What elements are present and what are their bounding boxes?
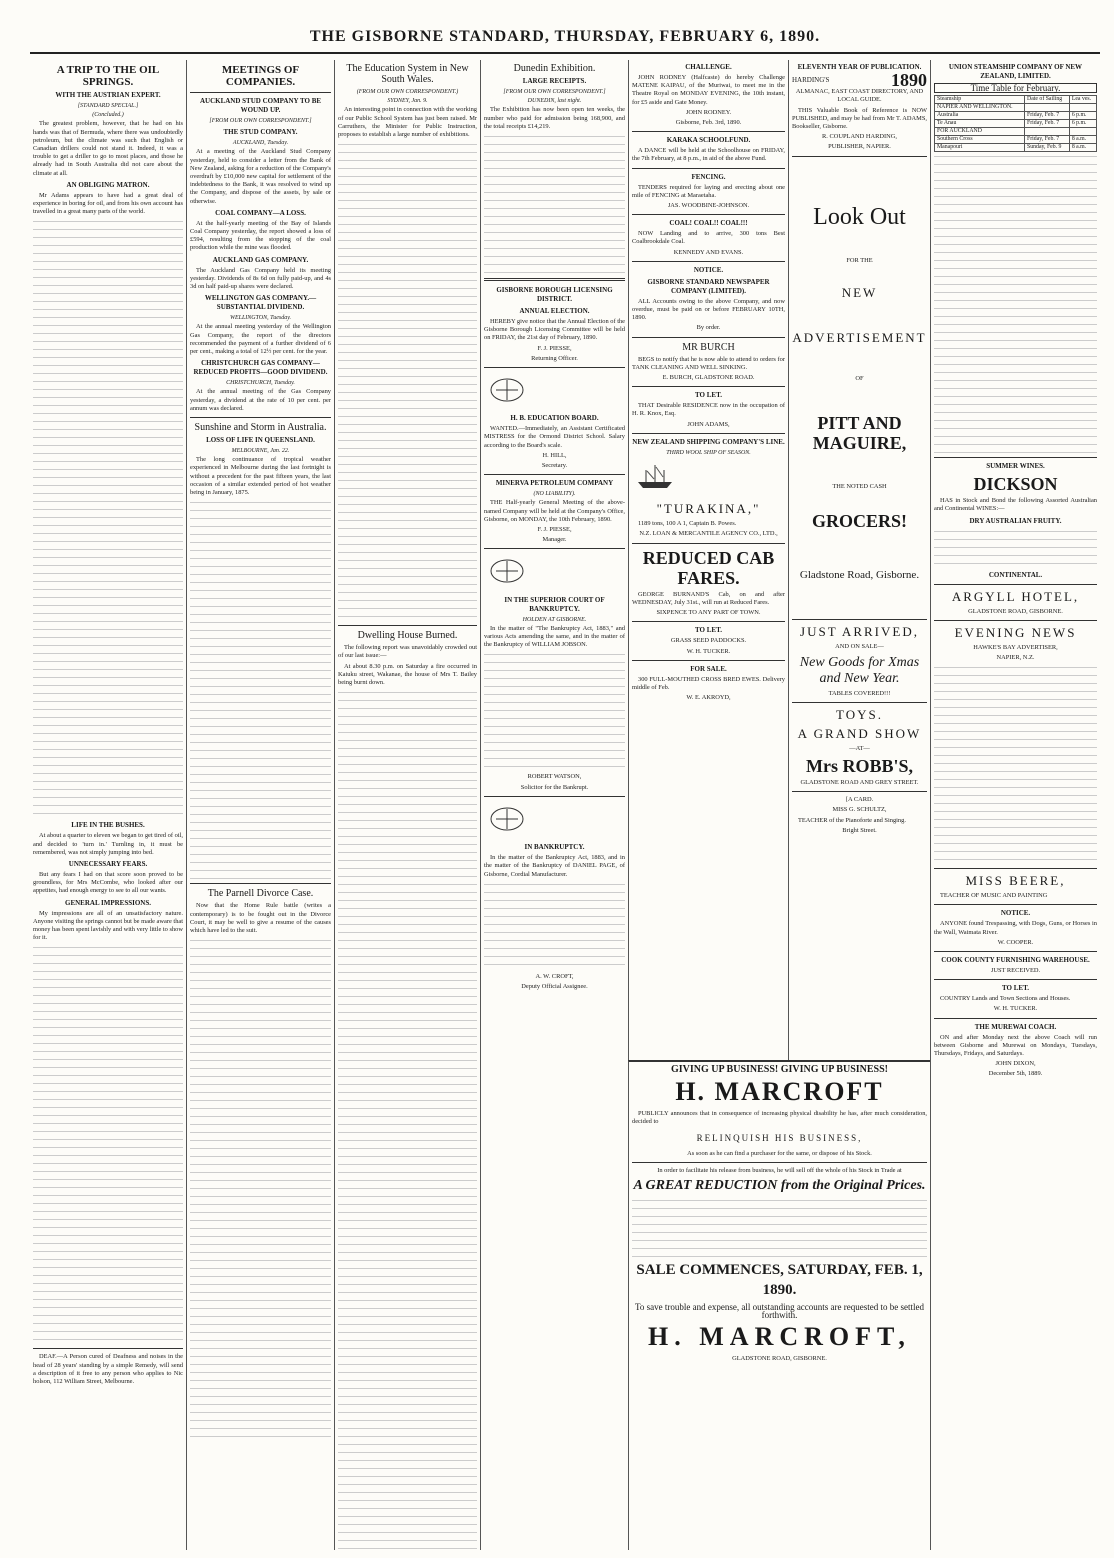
timetable-cell: Lea ves. — [1069, 96, 1096, 104]
ad-headline: A GREAT REDUCTION from the Original Prices. — [633, 1178, 926, 1194]
divider — [190, 417, 331, 418]
divider — [934, 1018, 1097, 1019]
body-text — [484, 881, 625, 971]
body-text — [190, 499, 331, 879]
ship-icon — [632, 462, 678, 490]
divider — [33, 1348, 183, 1349]
article-title: The Parnell Divorce Case. — [207, 888, 314, 900]
signature: N.Z. LOAN & MERCANTILE AGENCY CO., LTD., — [639, 530, 778, 538]
signature: PUBLISHER, NAPIER. — [828, 143, 891, 151]
masthead — [30, 10, 1100, 54]
column-ads-b — [788, 60, 930, 1060]
ad-text: Bright Street. — [842, 826, 877, 834]
section-heading: UNNECESSARY FEARS. — [68, 860, 148, 869]
article-title: Dwelling House Burned. — [357, 630, 458, 642]
divider — [632, 543, 785, 544]
notice-heading: NOTICE. — [693, 265, 724, 274]
body-text — [190, 937, 331, 1437]
notice-text: ALL Accounts owing to the above Company, and now overdue, must be paid on or before FEBRUARY 10TH, 1890. — [632, 297, 785, 322]
divider — [632, 337, 785, 338]
notice-heading: CHALLENGE. — [685, 63, 732, 71]
paragraph: My impressions are all of an unsatisfactory nature. Anyone visiting the springs cannot but be made aware that money has been spent lavishly and with very little to show for it. — [33, 909, 183, 942]
divider — [934, 979, 1097, 980]
ad-text: GLADSTONE ROAD, GISBORNE. — [732, 1355, 827, 1363]
ad-headline: NEW — [841, 284, 878, 300]
section-heading: AUCKLAND STUD COMPANY TO BE WOUND UP. — [199, 97, 322, 114]
paragraph: Now that the Home Rule battle (writes a contemporary) is to be fought out in the Divorce Court, it may be well to give a resume of the causes which have led to the suit. — [190, 902, 331, 934]
notice-text: NOW Landing and to arrive, 300 tons Best Coalbrookdale Coal. — [632, 230, 785, 246]
crest-icon — [484, 557, 530, 585]
notice-text: 300 FULL-MOUTHED CROSS BRED EWES. Delivery middle of Feb. — [632, 675, 785, 691]
timetable-cell: Sunday, Feb. 9 — [1025, 144, 1070, 152]
ad-text: [A CARD. — [845, 796, 874, 804]
article-title: MEETINGS OF COMPANIES. — [221, 64, 300, 88]
timetable-row — [935, 104, 1097, 112]
ad-headline: H. MARCROFT — [675, 1077, 884, 1107]
ad-headline: GIVING UP BUSINESS! GIVING UP BUSINESS! — [670, 1064, 888, 1075]
ad-headline: Mrs ROBB'S, — [805, 756, 913, 777]
notice-text: TEACHER of the Pianoforte and Singing. — [798, 816, 906, 824]
divider — [190, 883, 331, 884]
tag: [FROM OUR OWN CORRESPONDENT.] — [503, 89, 606, 95]
divider — [934, 951, 1097, 952]
notice-heading: IN BANKRUPTCY. — [524, 843, 585, 852]
tag: (NO LIABILITY). — [533, 491, 576, 498]
timetable-row — [935, 120, 1097, 128]
divider — [934, 584, 1097, 585]
article-title: A TRIP TO THE OIL SPRINGS. — [56, 64, 160, 88]
article-title: The Education System in New South Wales. — [346, 63, 469, 85]
ad-label: ALMANAC, EAST COAST DIRECTORY, AND LOCAL GUIDE. — [795, 88, 924, 104]
signature: KENNEDY AND EVANS. — [673, 248, 744, 256]
notice-text: COUNTRY Lands and Town Sections and Houses. — [940, 995, 1071, 1003]
dateline: AUCKLAND, Tuesday. — [232, 140, 289, 147]
ad-text: JUST RECEIVED. — [990, 967, 1041, 975]
paragraph: The Auckland Gas Company held its meeting yesterday. Dividends of 8s 6d on fully paid-up, and 4s 3d on half paid-up shares were declared. — [190, 266, 331, 291]
divider — [190, 92, 331, 93]
signature: A. W. CROFT, — [535, 972, 574, 980]
notice-heading: CONTINENTAL. — [988, 570, 1043, 579]
ad-headline: TOYS. — [836, 706, 883, 722]
notice-heading: TO LET. — [695, 391, 722, 400]
paragraph: Mr Adams appears to have had a great deal of experience in boring for oil, and from his own account has travelled in a great many parts of the world. — [33, 191, 183, 216]
timetable-row — [935, 144, 1097, 152]
tag: [FROM OUR OWN CORRESPONDENT.] — [209, 118, 312, 124]
timetable-cell: Steamship — [935, 96, 1025, 104]
notice-heading: TO LET. — [695, 626, 722, 635]
notice-heading: IN THE SUPERIOR COURT OF BANKRUPTCY. — [504, 595, 605, 613]
notice-heading: FENCING. — [691, 172, 726, 181]
notice-text: In the matter of "The Bankruptcy Act, 1883," and various Acts amending the same, and in the matter of the Bankruptcy of WILLIAM JOBSON. — [484, 624, 625, 649]
ad-headline: GROCERS! — [811, 511, 907, 532]
ad-text: TABLES COVERED!!! — [828, 689, 891, 697]
section-heading: GENERAL IMPRESSIONS. — [65, 898, 151, 907]
dateline: SYDNEY, Jan. 9. — [387, 98, 428, 105]
section-heading: WELLINGTON GAS COMPANY.—SUBSTANTIAL DIVIDEND. — [204, 294, 317, 312]
ad-headline: H. MARCROFT, — [648, 1322, 911, 1352]
dateline: DUNEDIN, last night. — [527, 98, 582, 105]
notice-text: A DANCE will be held at the Schoolhouse on FRIDAY, the 7th February, at 8 p.m., in aid of the above Fund. — [632, 147, 785, 163]
notice-heading: NEW ZEALAND SHIPPING COMPANY'S LINE. — [632, 437, 785, 446]
paragraph: The long continuance of tropical weather experienced in Melbourne during the last fortnight is without a precedent for the past fifteen years, the last occasion of a similar extended period of hot weather being in January, 1875. — [190, 456, 331, 497]
dateline: WELLINGTON, Tuesday. — [229, 315, 292, 322]
body-text — [33, 218, 183, 818]
column-oil-springs — [30, 60, 186, 1550]
ad-headline: MISS BEERE, — [965, 873, 1066, 889]
timetable-row — [935, 136, 1097, 144]
ad-text: In order to facilitate his release from business, he will sell off the whole of his Stock in Trade at — [657, 1166, 902, 1174]
ad-headline: RELINQUISH HIS BUSINESS, — [696, 1132, 863, 1143]
notice-heading: SUMMER WINES. — [986, 462, 1045, 471]
paragraph: At about 8.30 p.m. on Saturday a fire occurred in Kaiuku street, Wakanae, the house of Mrs T. Bailey being burnt down. — [338, 662, 477, 687]
paragraph: But any fears I had on that score soon proved to be groundless, for Mrs McCombe, who looked after our appetites, had enough energy to see to all our wants. — [33, 871, 183, 895]
tag: THIRD WOOL SHIP OF SEASON. — [666, 449, 751, 456]
ad-text: OF — [855, 374, 864, 382]
signature: JOHN RODNEY. — [685, 108, 732, 116]
timetable-cell — [1069, 128, 1096, 136]
ad-text: HAWKE'S BAY ADVERTISER, — [973, 643, 1058, 651]
ad-text: As soon as he can find a purchaser for the same, or dispose of his Stock. — [687, 1149, 872, 1157]
article-title: Sunshine and Storm in Australia. — [194, 422, 327, 434]
timetable — [934, 95, 1097, 152]
notice-text: ON and after Monday next the above Coach will run between Gisborne and Murewai on Mondays, Tuesdays, Thursdays, Fridays, and Saturdays. — [934, 1033, 1097, 1058]
paragraph: The Exhibition has now been open ten weeks, the number who paid for admission being 168,900, and the total receipts £14,219. — [484, 106, 625, 130]
timetable-cell: Friday, Feb. 7 — [1025, 112, 1070, 120]
ad-headline: EVENING NEWS — [954, 624, 1077, 640]
notice-text: TEACHER OF MUSIC AND PAINTING — [940, 892, 1048, 900]
signature: ROBERT WATSON, — [527, 773, 582, 781]
notice-text: HEREBY give notice that the Annual Election of the Gisborne Borough Licensing Committee will be held on FRIDAY, the 21st day of February, 1890. — [484, 318, 625, 342]
signature: W. H. TUCKER. — [993, 1005, 1038, 1013]
divider — [484, 278, 625, 281]
ad-headline: ARGYLL HOTEL, — [951, 588, 1080, 604]
notice-heading: THE MUREWAI COACH. — [974, 1022, 1057, 1031]
ad-headline: SALE COMMENCES, SATURDAY, FEB. 1, 1890. — [636, 1262, 923, 1299]
signature: W. E. AKROYD, — [686, 694, 731, 702]
notice-heading: MINERVA PETROLEUM COMPANY — [495, 479, 614, 488]
notice-text: THE Half-yearly General Meeting of the above-named Company will be held at the Company's Office, Gisborne, on MONDAY, the 10th February, 1890. — [484, 499, 625, 523]
notice-heading: NOTICE. — [1000, 909, 1031, 918]
section-heading: THE STUD COMPANY. — [223, 128, 298, 137]
body-text — [33, 944, 183, 1344]
body-text — [934, 153, 1097, 453]
ad-headline: JUST ARRIVED, — [800, 624, 919, 640]
marcroft-ad — [628, 1060, 930, 1550]
notice-heading: DRY AUSTRALIAN FRUITY. — [969, 516, 1062, 525]
paragraph: The greatest problem, however, that he had on his hands was that of Bermuda, where there was undoubtedly petroleum, but the climate was such that English or Canadian drillers could not stand it. Indeed, it was a trouble to get a driller to go to most places, and those he already had in South Australia did not care about the climate at all. — [33, 120, 183, 177]
signature: JOHN DIXON, — [995, 1060, 1036, 1068]
signature: JOHN ADAMS, — [687, 420, 730, 428]
body-text — [632, 1197, 927, 1257]
dateline: December 5th, 1889. — [988, 1070, 1043, 1078]
paragraph: At the half-yearly meeting of the Bay of Islands Coal Company yesterday, the report showed a loss of £594, resulting from the stopping of the coal production while the mine was flooded. — [190, 219, 331, 252]
divider — [792, 702, 927, 703]
signature: Secretary. — [541, 462, 568, 470]
signature: R. COUPLAND HARDING, — [822, 133, 897, 141]
notice-heading: COAL! COAL!! COAL!!! — [669, 219, 748, 228]
timetable-cell: Te Anau — [935, 120, 1025, 128]
body-text — [338, 141, 477, 621]
ad-text: GLADSTONE ROAD AND GREY STREET. — [800, 779, 919, 787]
divider — [934, 620, 1097, 621]
signature: Deputy Official Assignee. — [521, 982, 588, 990]
notice-heading: H. B. EDUCATION BOARD. — [510, 414, 599, 423]
dateline: CHRISTCHURCH, Tuesday. — [226, 380, 295, 387]
timetable-cell — [1069, 104, 1096, 112]
notice-heading: FOR SALE. — [690, 664, 727, 673]
ad-text: NAPIER, N.Z. — [996, 654, 1035, 662]
signature: Solicitor for the Bankrupt. — [520, 783, 589, 791]
section-heading: LARGE RECEIPTS. — [522, 77, 587, 85]
ad-text: MISS G. SCHULTZ, — [832, 806, 887, 814]
signature: E. BURCH, GLADSTONE ROAD. — [662, 374, 755, 382]
divider — [484, 548, 625, 549]
timetable-cell: 8 a.m. — [1069, 144, 1096, 152]
ad-text: THE NOTED CASH — [832, 483, 887, 491]
divider — [338, 625, 477, 626]
dateline: MELBOURNE, Jan. 22. — [231, 448, 290, 455]
timetable-cell: 8 a.m. — [1069, 136, 1096, 144]
timetable-cell: Southern Cross — [935, 136, 1025, 144]
divider — [632, 386, 785, 387]
notice-text: THAT Desirable RESIDENCE now in the occupation of H. R. Knox, Esq. — [632, 402, 785, 418]
divider — [632, 214, 785, 215]
ad-text: Gladstone Road, Gisborne. — [799, 569, 920, 582]
signature: Returning Officer. — [531, 354, 578, 362]
ad-headline: Time Table for February. — [934, 83, 1097, 93]
ad-headline: Look Out — [813, 203, 906, 230]
ad-text: —AT— — [849, 744, 870, 752]
body-text — [484, 651, 625, 771]
timetable-cell — [1025, 128, 1070, 136]
dateline: Gisborne, Feb. 3rd, 1890. — [675, 119, 742, 127]
section-heading: LOSS OF LIFE IN QUEENSLAND. — [206, 436, 315, 445]
paragraph: The following report was unavoidably crowded out of our last issue:— — [338, 644, 477, 660]
newspaper-title: THE GISBORNE STANDARD, THURSDAY, FEBRUARY 6, 1890. — [309, 28, 821, 45]
timetable-cell: 6 p.m. — [1069, 120, 1096, 128]
divider — [792, 619, 927, 620]
divider — [632, 1162, 927, 1163]
ad-text: GLADSTONE ROAD, GISBORNE. — [968, 607, 1063, 615]
divider — [484, 367, 625, 368]
signature: By order. — [696, 324, 721, 332]
ship-name: "TURAKINA," — [656, 501, 761, 517]
paragraph: At about a quarter to eleven we began to get tired of oil, and decided to 'turn in.' Turnling in, it must be remembered, was not simply jumping into bed. — [33, 832, 183, 856]
column-ads-a — [628, 60, 788, 1060]
column-ads-c — [930, 60, 1100, 1550]
tag: HOLDEN AT GISBORNE. — [522, 616, 587, 623]
ad-text: To save trouble and expense, all outstanding accounts are requested to be settled forthwith. — [634, 1302, 925, 1321]
signature: W. COOPER. — [997, 938, 1034, 946]
ad-year: 1890 — [891, 70, 927, 90]
timetable-cell: Friday, Feb. 7 — [1025, 120, 1070, 128]
notice-text: SIXPENCE TO ANY PART OF TOWN. — [656, 609, 761, 617]
signature: F. J. PIESSE, — [537, 344, 572, 352]
ad-label: HARDING'S — [792, 76, 830, 84]
divider — [632, 168, 785, 169]
timetable-cell: Date of Sailing — [1025, 96, 1070, 104]
notice-heading: MR BURCH — [682, 341, 735, 353]
notice-text: 1189 tons, 100 A 1, Captain B. Powes. — [638, 520, 737, 528]
ad-headline: REDUCED CAB FARES. — [642, 547, 775, 588]
notice-heading: COOK COUNTY FURNISHING WAREHOUSE. — [941, 956, 1090, 965]
tag: (Concluded.) — [92, 112, 124, 119]
body-text — [934, 528, 1097, 568]
timetable-cell: FOR AUCKLAND — [935, 128, 1025, 136]
notice-text: GRASS SEED PADDOCKS. — [670, 637, 747, 645]
timetable-cell: NAPIER AND WELLINGTON. — [935, 104, 1025, 112]
tag: [STANDARD SPECIAL.] — [77, 103, 139, 109]
paragraph: At the annual meeting of the Gas Company yesterday, a dividend at the rate of 10 per cent. per annum was declared. — [190, 388, 331, 412]
ad-headline: ADVERTISEMENT — [792, 329, 927, 345]
ad-headline: PITT AND MAGUIRE, — [812, 413, 907, 454]
notice-text: BEGS to notify that he is now able to attend to orders for TANK CLEANING AND WELL SINKING. — [632, 355, 785, 371]
ad-text: FOR THE — [846, 256, 873, 264]
notice-heading: ANNUAL ELECTION. — [519, 307, 590, 316]
divider — [632, 433, 785, 434]
section-heading: AUCKLAND GAS COMPANY. — [212, 255, 309, 264]
column-education — [334, 60, 480, 1550]
notice-text: HAS in Stock and Bond the following Assorted Australian and Continental WINES:— — [934, 497, 1097, 513]
divider — [632, 621, 785, 622]
column-notices — [480, 60, 628, 1550]
notice-heading: GISBORNE BOROUGH LICENSING DISTRICT. — [496, 286, 613, 304]
notice-text: THIS Valuable Book of Reference is NOW PUBLISHED, and may be had from Mr T. ADAMS, Bookseller, Gisborne. — [792, 106, 927, 131]
article-title: Dunedin Exhibition. — [513, 63, 596, 74]
notice-text: In the matter of the Bankruptcy Act, 1883, and in the matter of the Bankruptcy of DANIEL PAGE, of Gisborne, Cordial Manufacturer. — [484, 854, 625, 878]
divider — [632, 660, 785, 661]
signature: H. HILL, — [542, 451, 567, 459]
notice-text: GEORGE BURNAND'S Cab, on and after WEDNESDAY, July 31st., will run at Reduced Fares. — [632, 590, 785, 606]
timetable-cell: Australia — [935, 112, 1025, 120]
paragraph: An interesting point in connection with the working of our Public School System has just been raised. Mr Carruthers, the Minister for Public Instruction, proposes to establish a large number of exhibitions. — [338, 106, 477, 139]
signature: JAS. WOODBINE-JOHNSON. — [667, 202, 750, 210]
divider — [792, 156, 927, 157]
section-heading: LIFE IN THE BUSHES. — [71, 821, 145, 830]
notice-heading: KARAKA SCHOOLFUND. — [666, 136, 751, 145]
crest-icon — [484, 805, 530, 833]
ad-headline: DICKSON — [973, 474, 1058, 495]
signature: Manager. — [542, 536, 567, 544]
divider — [632, 261, 785, 262]
tag: (FROM OUR OWN CORRESPONDENT.) — [356, 89, 459, 95]
body-text — [338, 689, 477, 1550]
paragraph: At the annual meeting yesterday of the Wellington Gas Company, the report of the directors recommended the payment of a further dividend of 6 per cent., making a total of 12½ per cent. for the year. — [190, 323, 331, 356]
article-subtitle: WITH THE AUSTRIAN EXPERT. — [55, 91, 161, 99]
divider — [934, 868, 1097, 869]
divider — [632, 131, 785, 132]
notice-text: ANYONE found Trespassing, with Dogs, Guns, or Horses in the Wall, Waimata River. — [934, 920, 1097, 936]
section-heading: AN OBLIGING MATRON. — [66, 180, 150, 189]
ad-headline: New Goods for Xmas and New Year. — [799, 654, 920, 686]
notice-heading: ELEVENTH YEAR OF PUBLICATION. — [797, 63, 922, 71]
column-meetings — [186, 60, 334, 1550]
section-heading: CHRISTCHURCH GAS COMPANY—REDUCED PROFITS—GOOD DIVIDEND. — [193, 359, 328, 377]
body-text — [484, 133, 625, 273]
ad-text: AND ON SALE— — [835, 643, 884, 651]
notice-heading: TO LET. — [1002, 984, 1029, 993]
timetable-cell — [1025, 104, 1070, 112]
ad-headline: A GRAND SHOW — [797, 725, 922, 741]
timetable-cell: Friday, Feb. 7 — [1025, 136, 1070, 144]
divider — [792, 791, 927, 792]
timetable-cell: Manapouri — [935, 144, 1025, 152]
crest-icon — [484, 376, 530, 404]
timetable-row — [935, 128, 1097, 136]
divider — [484, 796, 625, 797]
ad-text: PUBLICLY announces that in consequence of increasing physical disability he has, after much consideration, decided to — [632, 1110, 927, 1126]
timetable-cell: 6 p.m. — [1069, 112, 1096, 120]
notice-text: JOHN RODNEY (Halfcaste) do hereby Challenge MATENE KAIPAU, of the Muriwai, to meet me in the Theatre Royal on MONDAY EVENING, the 10th instant, for £5 aside and Gate Money. — [632, 74, 785, 106]
section-heading: COAL COMPANY—A LOSS. — [215, 208, 306, 217]
signature: W. H. TUCKER. — [686, 647, 731, 655]
notice-heading: GISBORNE STANDARD NEWSPAPER COMPANY (LIMITED). — [647, 277, 770, 295]
paragraph: At a meeting of the Auckland Stud Company yesterday, held to consider a letter from the Bank of New Zealand, asking for a reduction of the Company's overdraft by £10,000 new capital for settlement of the indebtedness to the Bank, it was resolved to wind up the Company, and dispose of the assets, by sale or otherwise. — [190, 148, 331, 205]
timetable-row — [935, 96, 1097, 104]
body-text — [934, 664, 1097, 864]
advertisement: DEAF.—A Person cured of Deafness and noises in the head of 28 years' standing by a simple Remedy, will send a description of it free to any person who applies to Nic holson, 112 William Street, Melbourne. — [33, 1353, 183, 1386]
divider — [934, 904, 1097, 905]
signature: F. J. PIESSE, — [537, 526, 572, 534]
notice-heading: UNION STEAMSHIP COMPANY OF NEW ZEALAND, LIMITED. — [948, 63, 1083, 80]
divider — [934, 457, 1097, 458]
notice-text: TENDERS required for laying and erecting about one mile of FENCING at Maraetaha. — [632, 183, 785, 199]
divider — [484, 474, 625, 475]
notice-text: WANTED.—Immediately, an Assistant Certificated MISTRESS for the Ormond District School. Salary according to the Board's scale. — [484, 425, 625, 449]
timetable-row — [935, 112, 1097, 120]
